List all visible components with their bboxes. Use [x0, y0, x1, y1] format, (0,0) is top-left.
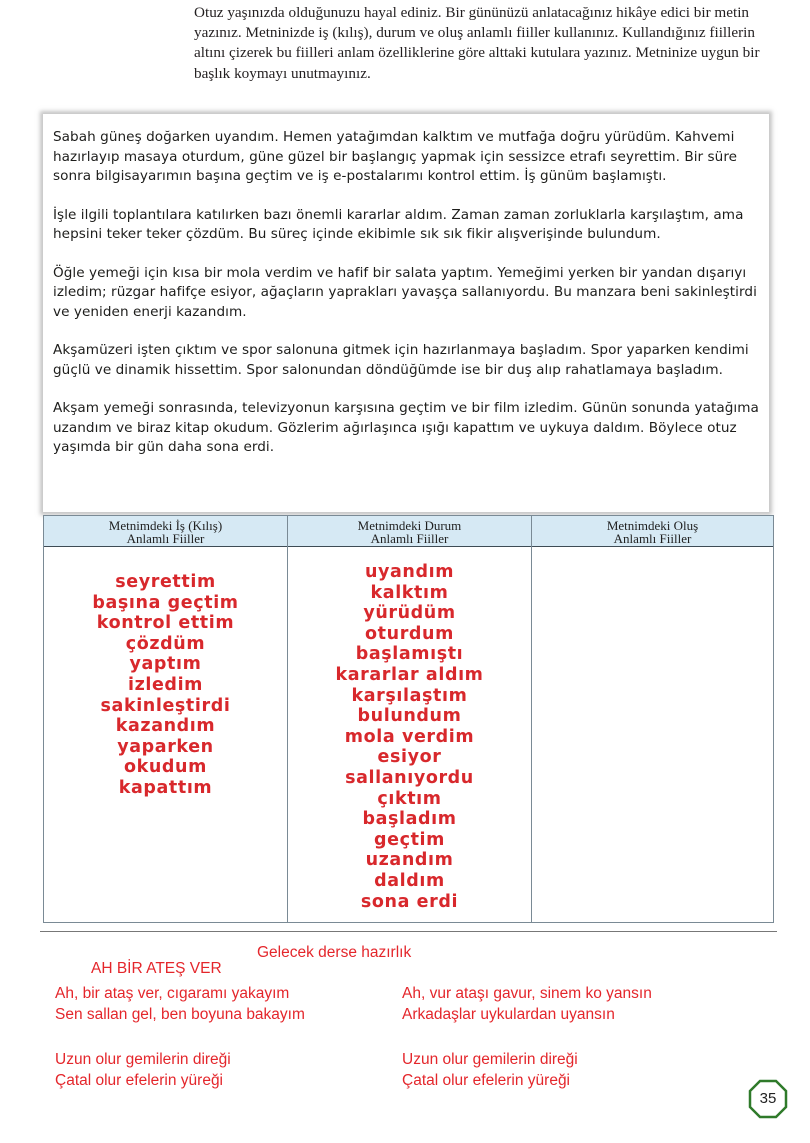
lyric-line: Arkadaşlar uykulardan uyansın: [402, 1006, 615, 1023]
verb-item: kapattım: [118, 777, 213, 798]
essay-paragraph: İşle ilgili toplantılara katılırken bazı önemli kararlar aldım. Zaman zaman zorluklarla karşılaştım, ama hepsini teker teker çözdüm. Bu süreç içinde ekibimle sık sık fikir alışverişinde bulundum.: [53, 206, 744, 242]
essay-text-box: [43, 114, 769, 512]
lyrics-right-refrain: [402, 1049, 578, 1091]
verb-item: daldım: [374, 870, 445, 891]
verb-item: mola verdim: [344, 726, 475, 747]
state-verbs-column: [287, 516, 531, 922]
verb-item: oturdum: [365, 623, 454, 644]
verb-item: yaparken: [117, 736, 214, 757]
verb-item: seyrettim: [115, 572, 216, 592]
lyric-line: Çatal olur efelerin yüreği: [402, 1072, 571, 1089]
becoming-verbs-column: [531, 516, 773, 922]
verb-item: kalktım: [370, 582, 449, 603]
lyrics-left-refrain: [55, 1049, 231, 1091]
next-lesson-heading: Gelecek derse hazırlık: [257, 944, 412, 961]
verb-item: kontrol ettim: [96, 613, 235, 634]
verb-item: bulundum: [357, 706, 462, 727]
verb-item: izledim: [127, 674, 203, 695]
verb-item: uzandım: [365, 850, 454, 871]
verb-list: [288, 562, 531, 912]
column-header: Metnimdeki Oluş Anlamlı Fiiller: [532, 516, 773, 547]
lyrics-left-stanza: [55, 983, 305, 1025]
lyric-line: Sen sallan gel, ben boyuna bakayım: [55, 1006, 305, 1023]
lyrics-right-stanza: [402, 983, 652, 1025]
page-number: 35: [759, 1090, 777, 1107]
lyric-line: Uzun olur gemilerin direği: [55, 1051, 231, 1068]
verb-classification-table: [43, 515, 774, 923]
assignment-instructions: Otuz yaşınızda olduğunuzu hayal ediniz. Bir gününüzü anlatacağınız hikâye edici bir metin yazınız. Metninizde iş (kılış), durum ve oluş anlamlı fiiller kullanınız. Kullandığınız fiillerin altını çizerek bu fiilleri anlam özelliklerine göre alttaki kutulara yazınız. Metninize uygun bir başlık koymayı unutmayınız.: [194, 4, 760, 82]
essay-paragraph: Sabah güneş doğarken uyandım. Hemen yatağımdan kalktım ve mutfağa doğru yürüdüm. Kahvemi hazırlayıp masaya oturdum, güne güzel bir başlangıç yapmak için sessizce etrafı seyrettim. Bir süre sonra bilgisayarımın başına geçtim ve iş e-postalarımı kontrol ettim. İş günüm başlamıştı.: [53, 129, 738, 184]
verb-item: esiyor: [377, 747, 442, 768]
column-header: Metnimdeki İş (Kılış) Anlamlı Fiiller: [44, 516, 287, 547]
lyric-line: Ah, vur ataşı gavur, sinem ko yansın: [402, 985, 652, 1002]
divider: [40, 931, 777, 932]
essay-paragraph: Akşam yemeği sonrasında, televizyonun karşısına geçtim ve bir film izledim. Günün sonunda yatağıma uzandım ve biraz kitap okudum. Gözlerim ağırlaşınca ışığı kapattım ve uykuya daldım. Böylece otuz yaşımda bir gün daha sona erdi.: [53, 400, 759, 455]
action-verbs-column: [44, 516, 287, 922]
verb-item: sakinleştirdi: [100, 695, 231, 716]
verb-item: yaptım: [129, 654, 202, 675]
verb-item: uyandım: [364, 562, 455, 582]
verb-item: çıktım: [377, 788, 442, 809]
verb-item: başına geçtim: [92, 592, 239, 613]
essay-paragraph: Öğle yemeği için kısa bir mola verdim ve hafif bir salata yaptım. Yemeğimi yerken bir yandan dışarıyı izledim; rüzgar hafifçe esiyor, ağaçların yaprakları yavaşça sallanıyordu. Bu manzara beni sakinleştirdi ve yeniden enerji kazandım.: [53, 264, 757, 320]
verb-item: başlamıştı: [355, 644, 464, 665]
verb-item: karşılaştım: [351, 685, 468, 706]
lyric-line: Uzun olur gemilerin direği: [402, 1051, 578, 1068]
verb-item: kazandım: [115, 716, 216, 737]
verb-item: kararlar aldım: [335, 664, 484, 685]
song-title: AH BİR ATEŞ VER: [91, 960, 222, 977]
verb-item: yürüdüm: [363, 603, 456, 624]
verb-item: çözdüm: [125, 633, 206, 654]
verb-item: başladım: [362, 809, 457, 830]
verb-item: sallanıyordu: [345, 767, 474, 788]
lyric-line: Çatal olur efelerin yüreği: [55, 1072, 224, 1089]
lyric-line: Ah, bir ataş ver, cıgaramı yakayım: [55, 985, 290, 1002]
page-number-badge: [748, 1079, 788, 1119]
verb-item: okudum: [124, 757, 207, 778]
verb-item: sona erdi: [360, 891, 459, 912]
verb-list: [44, 572, 287, 799]
column-header: Metnimdeki Durum Anlamlı Fiiller: [288, 516, 531, 547]
essay-paragraph: Akşamüzeri işten çıktım ve spor salonuna gitmek için hazırlanmaya başladım. Spor yaparken kendimi güçlü ve dinamik hissettim. Spor salonundan döndüğümde ise bir duş alıp rahatlamaya başladım.: [53, 342, 749, 378]
verb-item: geçtim: [374, 829, 445, 850]
